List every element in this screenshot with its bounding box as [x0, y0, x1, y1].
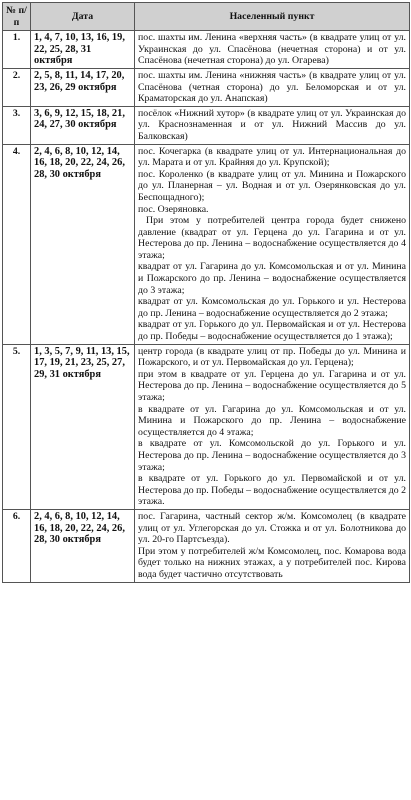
- location-line: квадрат от ул. Комсомольская до ул. Горького и ул. Нестерова до пр. Ленина – водоснабжение осуществляется до 2 этажа;: [138, 296, 406, 319]
- header-place: Населенный пункт: [135, 3, 410, 31]
- header-num: № п/п: [3, 3, 31, 31]
- table-row: [3, 344, 410, 509]
- table-body: [3, 31, 410, 582]
- location-line: пос. Озеряновка.: [138, 203, 209, 215]
- location-line: в квадрате от ул. Горького до ул. Первомайской и от ул. Нестерова до пр. Победы – водоснабжение осуществляется до 2 этажа.: [138, 473, 406, 508]
- water-schedule-table: [2, 2, 410, 583]
- row-number: 4.: [3, 144, 31, 344]
- location-line: посёлок «Нижний хутор» (в квадрате улиц от ул. Украинская до ул. Краснознаменная и от ул. Нижний Массив до ул. Балковская): [138, 107, 406, 142]
- row-locations: [135, 509, 410, 582]
- location-line: пос. Короленко (в квадрате улиц от ул. Минина и Пожарского до ул. Планерная – ул. Водная и от ул. Озерянковская до ул. Беспощадного);: [138, 168, 406, 203]
- header-row: [3, 3, 410, 31]
- row-locations: [135, 144, 410, 344]
- row-locations: [135, 31, 410, 69]
- table-row: [3, 106, 410, 144]
- row-number: 5.: [3, 344, 31, 509]
- row-dates: 1, 4, 7, 10, 13, 16, 19, 22, 25, 28, 31 октября: [31, 31, 135, 69]
- row-dates: 2, 5, 8, 11, 14, 17, 20, 23, 26, 29 октября: [31, 68, 135, 106]
- row-locations: [135, 106, 410, 144]
- row-dates: 3, 6, 9, 12, 15, 18, 21, 24, 27, 30 октября: [31, 106, 135, 144]
- location-line: пос. шахты им. Ленина «верхняя часть» (в квадрате улиц от ул. Украинская до ул. Спасёнова (нечетная сторона) и от ул. Спасёнова (нечетная сторона) до ул. Огарева): [138, 32, 406, 67]
- location-line: При этом у потребителей ж/м Комсомолец, пос. Комарова вода будет только на нижних этажах, а у потребителей пос. Кирова вода будет частично отсутствовать: [138, 545, 406, 580]
- location-line: пос. Гагарина, частный сектор ж/м. Комсомолец (в квадрате улиц от ул. Углегорская до ул. Стожка и от ул. Болотникова до ул. 20-го Партсъезда).: [138, 510, 406, 546]
- table-row: [3, 144, 410, 344]
- location-line: в квадрате от ул. Гагарина до ул. Комсомольская и от ул. Минина и Пожарского до пр. Ленина – водоснабжение осуществляется до 4 этажа;: [138, 403, 406, 438]
- location-line: При этом у потребителей центра города будет снижено давление (квадрат от ул. Герцена до ул. Гагарина и от ул. Нестерова до пр. Ленина – водоснабжение осуществляется до 4 этажа;: [138, 215, 406, 261]
- location-line: квадрат от ул. Гагарина до ул. Комсомольская и от ул. Минина и Пожарского до пр. Ленина – водоснабжение осуществляется до 3 этажа;: [138, 261, 406, 296]
- location-line: центр города (в квадрате улиц от пр. Победы до ул. Минина и Пожарского, и от ул. Первомайская до ул. Герцена);: [138, 345, 406, 369]
- location-line: в квадрате от ул. Комсомольской до ул. Горького и ул. Нестерова до пр. Ленина – водоснабжение осуществляется до 3 этажа;: [138, 438, 406, 473]
- row-dates: 2, 4, 6, 8, 10, 12, 14, 16, 18, 20, 22, 24, 26, 28, 30 октября: [31, 144, 135, 344]
- table-row: [3, 68, 410, 106]
- row-number: 1.: [3, 31, 31, 69]
- row-dates: 2, 4, 6, 8, 10, 12, 14, 16, 18, 20, 22, 24, 26, 28, 30 октября: [31, 509, 135, 582]
- location-line: пос. шахты им. Ленина «нижняя часть» (в квадрате улиц от ул. Спасёнова (четная сторона) до ул. Беломорская и от ул. Краматорская до ул. Анапская): [138, 69, 406, 105]
- row-number: 6.: [3, 509, 31, 582]
- row-locations: [135, 68, 410, 106]
- location-line: при этом в квадрате от ул. Герцена до ул. Гагарина и от ул. Нестерова до пр. Ленина – водоснабжение осуществляется до 5 этажа;: [138, 368, 406, 403]
- header-date: Дата: [31, 3, 135, 31]
- location-line: пос. Кочегарка (в квадрате улиц от ул. Интернациональная до ул. Марата и от ул. Крайняя до ул. Крупской);: [138, 145, 406, 169]
- location-line: квадрат от ул. Горького до ул. Первомайская и от ул. Нестерова до пр. Победы – водоснабжение осуществляется до 1 этажа);: [138, 319, 406, 343]
- table-row: [3, 509, 410, 582]
- row-number: 3.: [3, 106, 31, 144]
- row-locations: [135, 344, 410, 509]
- table-row: [3, 31, 410, 69]
- row-number: 2.: [3, 68, 31, 106]
- row-dates: 1, 3, 5, 7, 9, 11, 13, 15, 17, 19, 21, 23, 25, 27, 29, 31 октября: [31, 344, 135, 509]
